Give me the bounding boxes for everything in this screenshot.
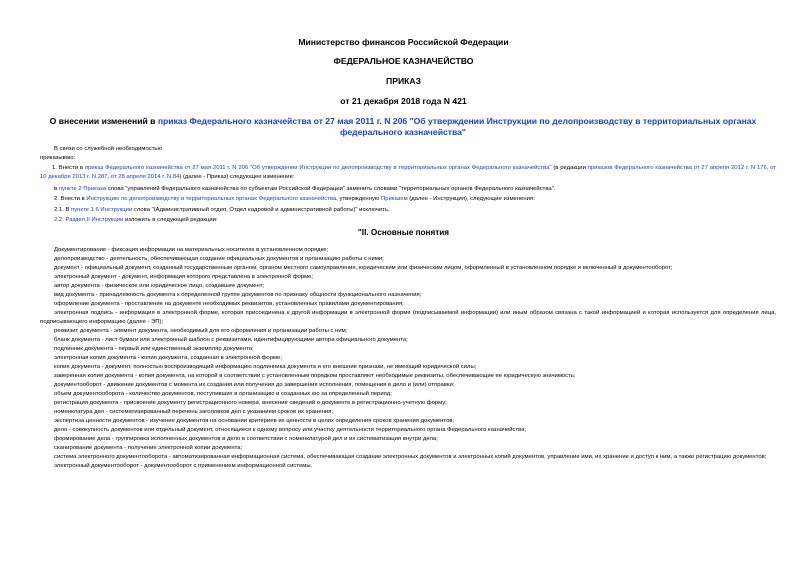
item-1a-rest: слова "управлений Федерального казначейства по субъектам Российской Федерации" заменить словами "территориальных органов Федерального казначейства". — [105, 186, 556, 192]
item-1-orders-link[interactable]: приказов — [587, 165, 613, 171]
agency-heading: ФЕДЕРАЛЬНОЕ КАЗНАЧЕЙСТВО — [333, 56, 474, 66]
item-2-2 — [54, 216, 218, 224]
definition-item: регистрация документа - присвоение документу регистрационного номера, внесение сведений о документе в регистрационно-учетную форму; — [54, 400, 447, 406]
definition-item: документ - официальный документ, созданный государственным органом, органом местного самоуправления, юридическим или физическим лицом, оформленный в установленном порядке и включенный в документооборот; — [54, 265, 673, 271]
definition-item: оформление документа - проставление на документе необходимых реквизитов, установленных правилами документирования; — [54, 301, 404, 307]
item-2-instruction-link[interactable]: Инструкцию по делопроизводству в территориальных органах Федерального казначейства — [86, 196, 337, 202]
item-2-rest: (далее - Инструкция), следующие изменения: — [407, 196, 535, 202]
definition-item: сканирование документа - получение электронной копии документа; — [54, 445, 243, 451]
item-2-mid: , утвержденную — [336, 196, 381, 202]
definition-item: реквизит документа - элемент документа, необходимый для его оформления и организации работы с ним; — [54, 328, 348, 334]
item-2-prefix: 2. Внести в — [54, 196, 87, 202]
item-2-1-prefix: 2.1. В — [54, 207, 72, 213]
item-1-orders-dates-link[interactable]: Федерального казначейства от 27 апреля 2012 г. N 176, от 10 декабря 2013 г. N 287, от 28 апреля 2014 г. N 84 — [40, 165, 777, 180]
item-1-rest: ) (далее - Приказ) следующее изменение: — [179, 174, 295, 180]
item-1a — [54, 185, 555, 193]
doc-type-heading: ПРИКАЗ — [386, 76, 421, 86]
item-2-1-rest: слова "(Административный отдел, Отдел кадровой и административной работы)" исключить. — [132, 207, 390, 213]
definition-item: копия документа - документ, полностью воспроизводящий информацию подлинника документа и его внешние признаки, не имеющий юридической силы; — [54, 364, 477, 370]
definition-item: формирование дела - группировка исполненных документов в дело в соответствии с номенклатурой дел и их систематизация внутри дела; — [54, 436, 438, 442]
item-2 — [54, 195, 535, 203]
item-1-order-link[interactable]: приказ Федерального казначейства от 27 мая 2011 г. N 206 "Об утверждении Инструкции по делопроизводству в территориальных органах Федерального казначейства" — [84, 165, 552, 171]
date-number-heading: от 21 декабря 2018 года N 421 — [340, 96, 467, 106]
item-2-1 — [54, 206, 390, 214]
item-1-prefix: 1. Внести в — [52, 165, 85, 171]
definition-item: подлинник документа - первый или единственный экземпляр документа; — [54, 346, 254, 352]
item-1 — [40, 164, 776, 182]
intro-line-1: В связи со служебной необходимостью — [54, 146, 162, 152]
definition-item: документооборот - движение документов с момента их создания или получения до завершения исполнения, помещения в дело и (или) отправки; — [54, 382, 455, 388]
document-title — [28, 116, 778, 138]
intro-line-2: приказываю: — [40, 155, 76, 161]
definition-item: объем документооборота - количество документов, поступивших в организацию и созданных ею за определенный период; — [54, 391, 392, 397]
section-title: "II. Основные понятия — [357, 228, 450, 237]
title-prefix: О внесении изменений в — [49, 116, 158, 126]
definition-item: электронный документооборот - документооборот с применением информационной системы. — [54, 463, 313, 469]
definition-item: номенклатура дел - систематизированный перечень заголовков дел с указанием сроков их хранения; — [54, 409, 334, 415]
definition-item: электронная подпись - информация в электронной форме, которая присоединена к другой информации в электронной форме (подписываемой информации) или иным образом связана с такой информацией и которая используется для определения лица, подписывающего информацию (далее - ЭП); — [40, 310, 776, 325]
definition-item: автор документа - физическое или юридическое лицо, создавшее документ; — [54, 283, 265, 289]
definitions-list — [40, 246, 776, 471]
definition-item: Документирование - фиксация информации на материальных носителях в установленном порядке; — [54, 247, 329, 253]
item-2-order-link[interactable]: Приказом — [380, 196, 408, 202]
item-1a-link[interactable]: пункте 2 Приказа — [58, 186, 106, 192]
item-1-mid: (в редакции — [551, 165, 588, 171]
definition-item: система электронного документооборота - автоматизированная информационная система, обеспечивающая создание электронных документов и электронных копий документов, управление ими, их хранение и доступ к ним, а также регистрацию документов; — [54, 454, 767, 460]
item-2-2-link[interactable]: 2.2. Раздел II Инструкции — [54, 217, 124, 223]
definition-item: делопроизводство - деятельность, обеспечивающая создание официальных документов и организацию работы с ними; — [54, 256, 384, 262]
definition-item: вид документа - принадлежность документа к определенной группе документов по признаку общности функционального назначения; — [54, 292, 422, 298]
definition-item: бланк документа - лист бумаги или электронный шаблон с реквизитами, идентифицирующими автора официального документа; — [54, 337, 408, 343]
title-order-link[interactable]: приказ Федерального казначейства от 27 мая 2011 г. N 206 "Об утверждении Инструкции по делопроизводству в территориальных органах федерального казначейства" — [157, 116, 757, 137]
item-2-1-link[interactable]: пункте 1.6 Инструкции — [71, 207, 133, 213]
definition-item: заверенная копия документа - копия документа, на которой в соответствии с установленным порядком проставляют необходимые реквизиты, обеспечивающие ее юридическую значимость; — [54, 373, 576, 379]
item-2-2-rest: изложить в следующей редакции: — [123, 217, 218, 223]
definition-item: экспертиза ценности документов - изучение документов на основании критериев их ценности в целях определения сроков хранения документов; — [54, 418, 455, 424]
definition-item: дело - совокупность документов или отдельный документ, относящиеся к одному вопросу или участку деятельности территориального органа Федерального казначейства; — [54, 427, 527, 433]
item-1a-prefix: в — [54, 186, 59, 192]
definition-item: электронная копия документа - копия документа, созданная в электронной форме; — [54, 355, 282, 361]
definition-item: электронный документ - документ, информация которого представлена в электронной форме; — [54, 274, 314, 280]
ministry-heading: Министерство финансов Российской Федерации — [298, 37, 509, 47]
